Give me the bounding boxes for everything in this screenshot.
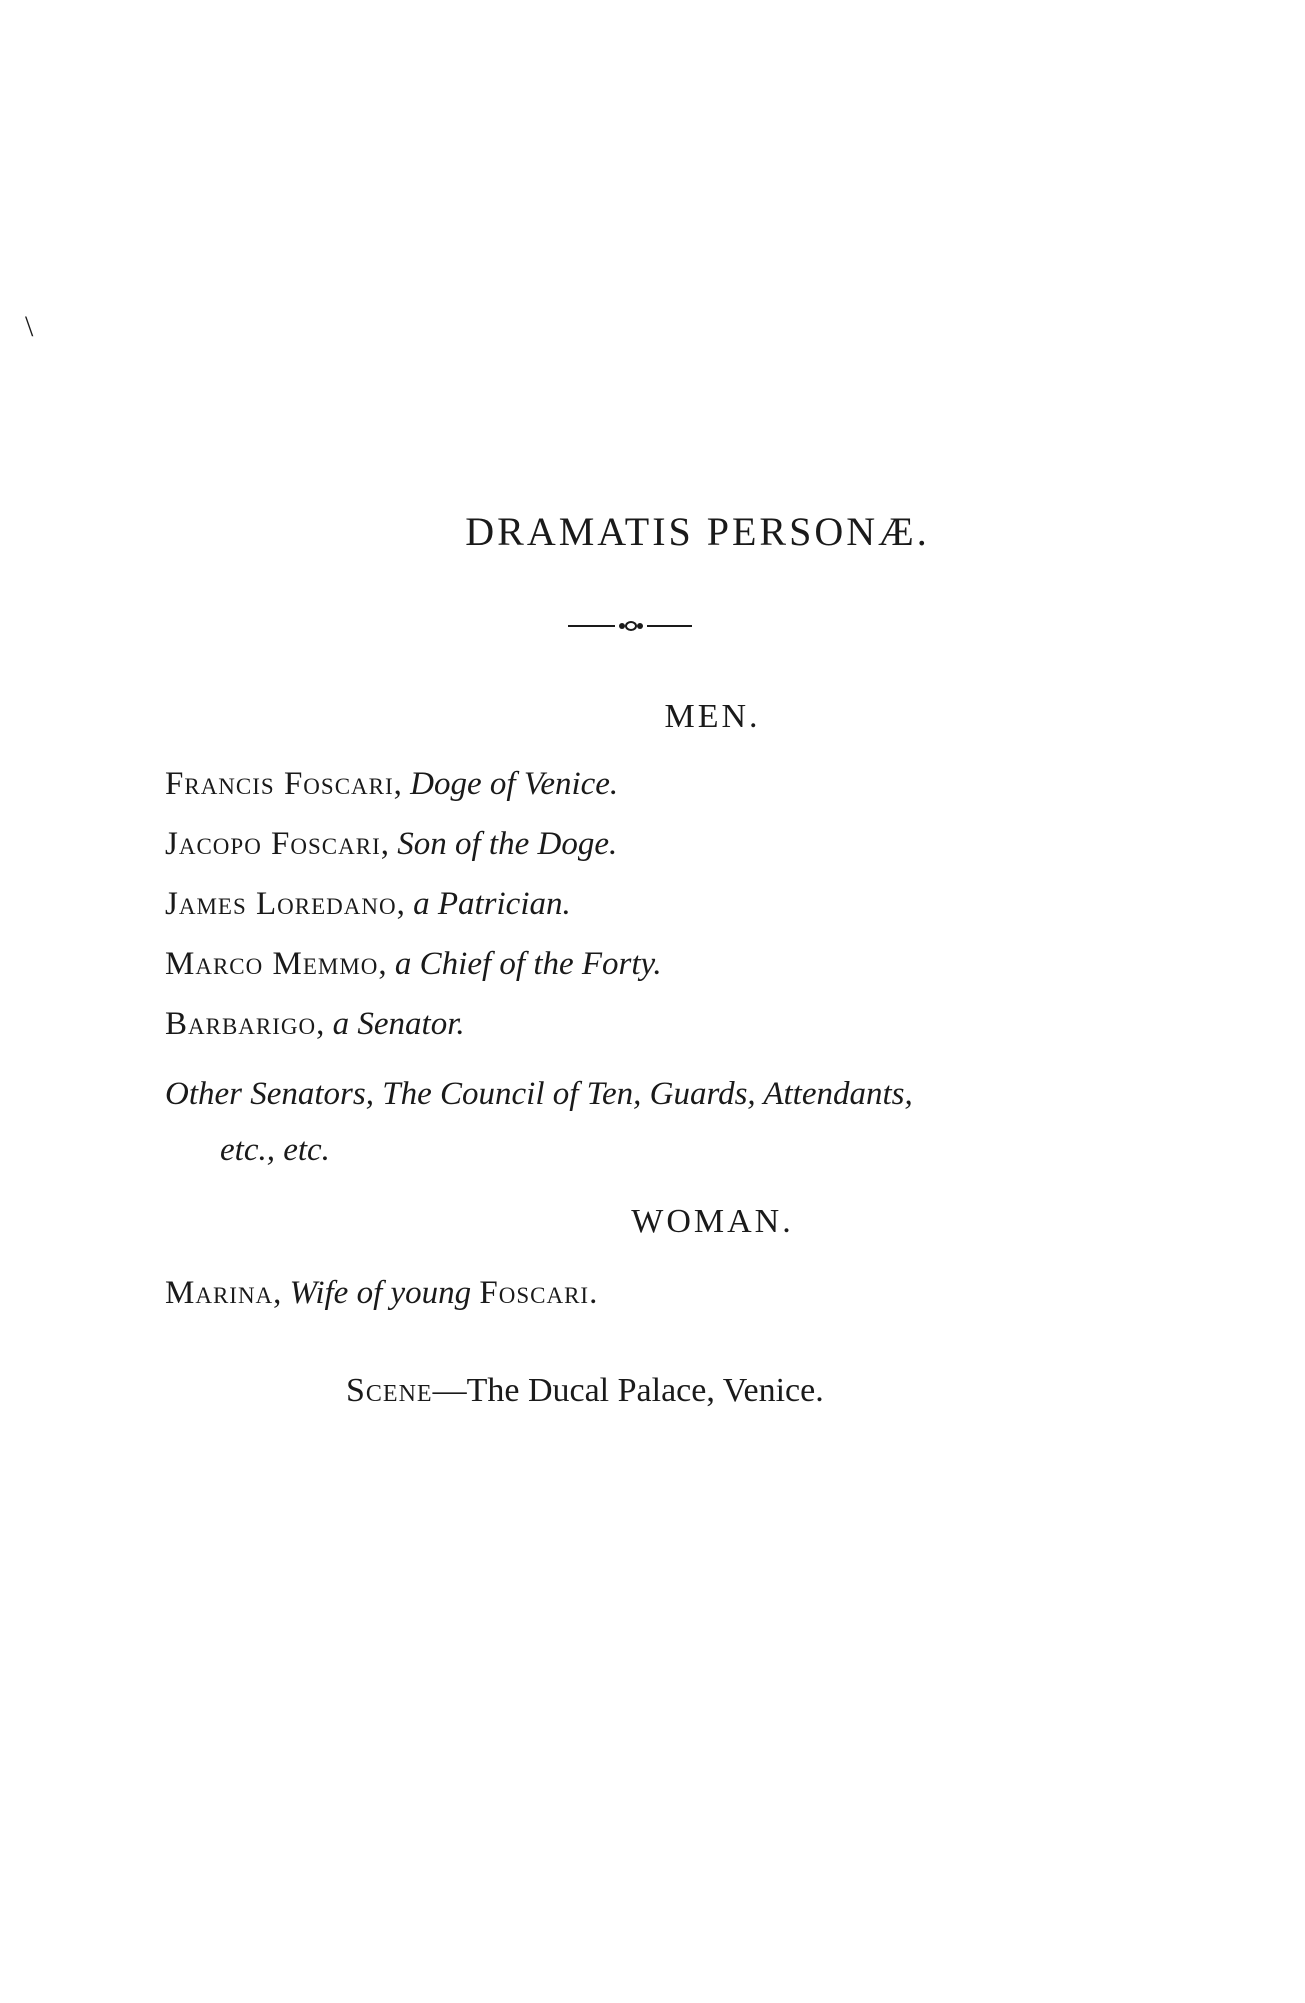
ornament-divider-icon — [560, 618, 700, 634]
cast-entry — [165, 1275, 598, 1312]
stray-mark: \ — [25, 310, 34, 343]
character-name: James Loredano — [165, 886, 397, 922]
section-heading-woman: WOMAN. — [631, 1203, 794, 1240]
cast-entry — [165, 826, 617, 863]
other-characters — [165, 1066, 1115, 1178]
section-heading-men: MEN. — [664, 698, 761, 735]
character-role: Doge of Venice. — [410, 766, 619, 802]
character-name: Marco Memmo — [165, 946, 379, 982]
other-characters-line: Other Senators, The Council of Ten, Guards, Attendants, — [165, 1076, 913, 1112]
character-role: a Senator. — [332, 1006, 465, 1042]
scene-label: Scene — [346, 1372, 433, 1409]
character-surname: Foscari. — [479, 1275, 599, 1311]
separator: , — [378, 946, 395, 982]
cast-entry — [165, 886, 571, 923]
page-title: DRAMATIS PERSONÆ. — [465, 509, 930, 554]
separator: , — [396, 886, 414, 922]
character-name: Marina — [165, 1275, 274, 1311]
cast-entry — [165, 766, 618, 803]
separator: , — [316, 1006, 333, 1042]
character-name: Barbarigo — [165, 1006, 317, 1042]
other-characters-continuation: etc., etc. — [220, 1132, 330, 1168]
scene-setting — [346, 1372, 824, 1410]
cast-entry — [165, 1006, 465, 1043]
separator: , — [273, 1275, 290, 1311]
character-name: Francis Foscari — [165, 766, 394, 802]
cast-entry — [165, 946, 662, 983]
character-role: a Patrician. — [413, 886, 571, 922]
separator: , — [393, 766, 411, 802]
character-role: Son of the Doge. — [397, 826, 618, 862]
character-role: Wife of young — [289, 1275, 472, 1311]
scene-text: —The Ducal Palace, Venice. — [432, 1372, 824, 1409]
character-role: a Chief of the Forty. — [394, 946, 662, 982]
separator: , — [380, 826, 398, 862]
character-name: Jacopo Foscari — [165, 826, 381, 862]
